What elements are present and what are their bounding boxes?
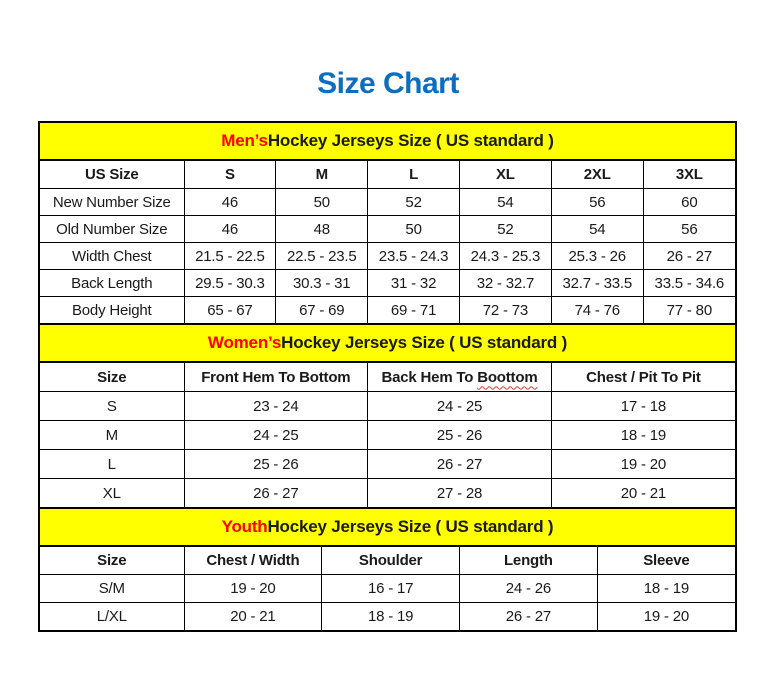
table-cell: 27 - 28 [368, 479, 552, 508]
row-label: New Number Size [40, 189, 184, 216]
row-label: L/XL [40, 603, 184, 631]
table-cell: 46 [184, 189, 276, 216]
table-cell: 33.5 - 34.6 [643, 270, 735, 297]
table-cell: 22.5 - 23.5 [276, 243, 368, 270]
column-header: US Size [40, 161, 184, 189]
table-cell: 32.7 - 33.5 [551, 270, 643, 297]
table-cell: 52 [459, 216, 551, 243]
table-row [40, 297, 735, 324]
youth-section-header [40, 507, 735, 547]
table-cell: 17 - 18 [551, 392, 735, 421]
mens-header-row [40, 161, 735, 189]
womens-section-title: Hockey Jerseys Size ( US standard ) [281, 333, 568, 352]
table-cell: 25 - 26 [184, 450, 368, 479]
row-label: M [40, 421, 184, 450]
youth-section-accent: Youth [221, 517, 268, 536]
mens-section-accent: Men’s [221, 131, 268, 150]
table-cell: 24 - 26 [460, 575, 598, 603]
row-label: Old Number Size [40, 216, 184, 243]
column-header: L [368, 161, 460, 189]
row-label: Back Length [40, 270, 184, 297]
column-header: Shoulder [322, 547, 460, 575]
table-cell: 24.3 - 25.3 [459, 243, 551, 270]
table-row [40, 189, 735, 216]
column-header: Sleeve [597, 547, 735, 575]
row-label: L [40, 450, 184, 479]
table-cell: 18 - 19 [597, 575, 735, 603]
column-header: Chest / Width [184, 547, 322, 575]
table-cell: 56 [551, 189, 643, 216]
table-cell: 32 - 32.7 [459, 270, 551, 297]
mens-section-header [40, 123, 735, 161]
table-cell: 21.5 - 22.5 [184, 243, 276, 270]
table-cell: 24 - 25 [184, 421, 368, 450]
column-header: Front Hem To Bottom [184, 363, 368, 392]
row-label: S [40, 392, 184, 421]
column-header [368, 363, 552, 392]
table-cell: 29.5 - 30.3 [184, 270, 276, 297]
womens-section-header [40, 323, 735, 363]
table-cell: 20 - 21 [551, 479, 735, 508]
table-cell: 19 - 20 [184, 575, 322, 603]
column-header: S [184, 161, 276, 189]
table-cell: 16 - 17 [322, 575, 460, 603]
womens-size-table [40, 363, 735, 507]
row-label: S/M [40, 575, 184, 603]
table-row [40, 270, 735, 297]
table-row [40, 392, 735, 421]
mens-size-table [40, 161, 735, 323]
table-cell: 26 - 27 [460, 603, 598, 631]
column-header: M [276, 161, 368, 189]
mens-section-title: Hockey Jerseys Size ( US standard ) [267, 131, 554, 150]
table-cell: 52 [368, 189, 460, 216]
table-cell: 23 - 24 [184, 392, 368, 421]
table-cell: 69 - 71 [368, 297, 460, 324]
column-header: 2XL [551, 161, 643, 189]
youth-header-row [40, 547, 735, 575]
table-cell: 20 - 21 [184, 603, 322, 631]
column-header-text: Back Hem To [381, 368, 478, 386]
table-cell: 50 [276, 189, 368, 216]
womens-section-accent: Women’s [207, 333, 282, 352]
page-title: Size Chart [317, 67, 459, 100]
table-cell: 31 - 32 [368, 270, 460, 297]
table-cell: 46 [184, 216, 276, 243]
table-cell: 18 - 19 [551, 421, 735, 450]
table-cell: 65 - 67 [184, 297, 276, 324]
row-label: Body Height [40, 297, 184, 324]
table-cell: 72 - 73 [459, 297, 551, 324]
column-header: 3XL [643, 161, 735, 189]
table-cell: 26 - 27 [368, 450, 552, 479]
table-cell: 74 - 76 [551, 297, 643, 324]
table-row [40, 575, 735, 603]
table-row [40, 450, 735, 479]
table-cell: 67 - 69 [276, 297, 368, 324]
column-header: Chest / Pit To Pit [551, 363, 735, 392]
size-chart-table [38, 121, 737, 632]
table-cell: 18 - 19 [322, 603, 460, 631]
table-cell: 60 [643, 189, 735, 216]
table-cell: 56 [643, 216, 735, 243]
table-row [40, 216, 735, 243]
table-cell: 50 [368, 216, 460, 243]
table-row [40, 421, 735, 450]
table-cell: 30.3 - 31 [276, 270, 368, 297]
column-header: XL [459, 161, 551, 189]
table-cell: 26 - 27 [184, 479, 368, 508]
table-cell: 25.3 - 26 [551, 243, 643, 270]
table-cell: 19 - 20 [597, 603, 735, 631]
table-cell: 25 - 26 [368, 421, 552, 450]
table-cell: 24 - 25 [368, 392, 552, 421]
table-row [40, 479, 735, 508]
table-cell: 54 [459, 189, 551, 216]
table-row [40, 243, 735, 270]
row-label: XL [40, 479, 184, 508]
table-cell: 48 [276, 216, 368, 243]
table-row [40, 603, 735, 631]
column-header: Size [40, 547, 184, 575]
youth-size-table [40, 547, 735, 630]
table-cell: 19 - 20 [551, 450, 735, 479]
womens-header-row [40, 363, 735, 392]
table-cell: 54 [551, 216, 643, 243]
table-cell: 26 - 27 [643, 243, 735, 270]
row-label: Width Chest [40, 243, 184, 270]
column-header: Size [40, 363, 184, 392]
table-cell: 77 - 80 [643, 297, 735, 324]
table-cell: 23.5 - 24.3 [368, 243, 460, 270]
column-header: Length [460, 547, 598, 575]
misspelled-word: Boottom [477, 368, 538, 386]
youth-section-title: Hockey Jerseys Size ( US standard ) [267, 517, 554, 536]
